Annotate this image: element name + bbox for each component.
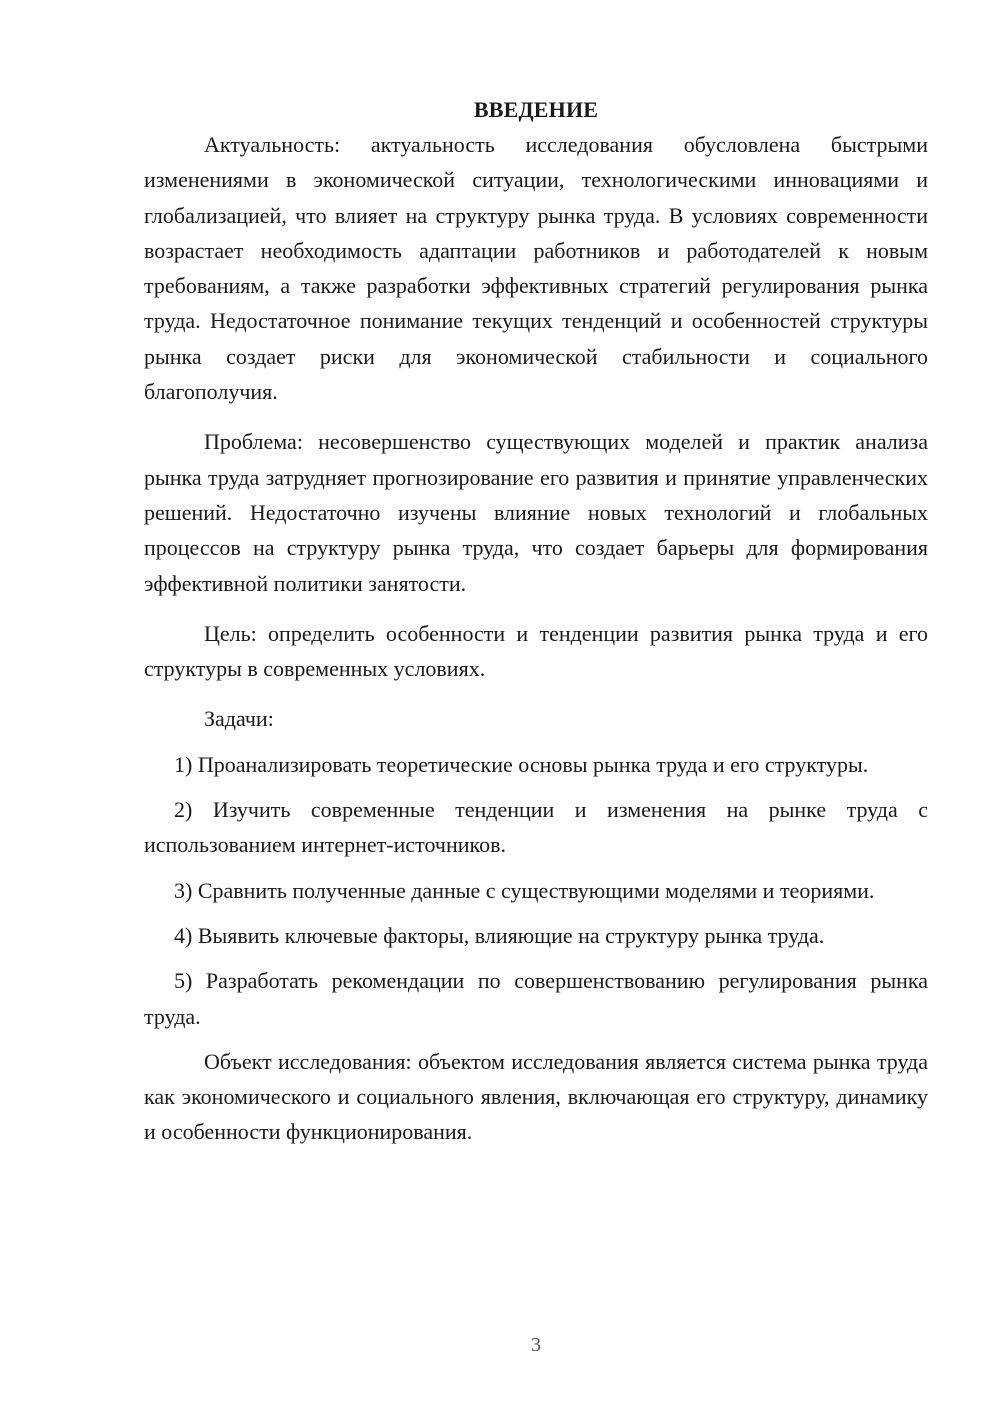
tasks-list — [144, 747, 928, 1034]
paragraph-object: Объект исследования: объектом исследования является система рынка труда как экономического и социального явления, включающая его структуру, динамику и особенности функционирования. — [144, 1048, 928, 1145]
paragraph-relevance: Актуальность: актуальность исследования обусловлена быстрыми изменениями в экономической ситуации, технологическими инновациями и глобализацией, что влияет на структуру рынка труда. В условиях современности возрастает необходимость адаптации работников и работодателей к новым требованиям, а также разработки эффективных стратегий регулирования рынка труда. Недостаточное понимание текущих тенденций и особенностей структуры рынка создает риски для экономической стабильности и социального благополучия. — [144, 132, 928, 405]
page-number: 3 — [531, 1334, 541, 1356]
paragraph-problem: Проблема: несовершенство существующих моделей и практик анализа рынка труда затрудняет прогнозирование его развития и принятие управленческих решений. Недостаточно изучены влияние новых технологий и глобальных процессов на структуру рынка труда, что создает барьеры для формирования эффективной политики занятости. — [144, 429, 928, 596]
paragraph-goal: Цель: определить особенности и тенденции развития рынка труда и его структуры в современных условиях. — [144, 620, 928, 682]
list-item: 3) Сравнить полученные данные с существующими моделями и теориями. — [174, 877, 875, 903]
list-item: 1) Проанализировать теоретические основы рынка труда и его структуры. — [174, 751, 869, 777]
list-item: 5) Разработать рекомендации по совершенствованию регулирования рынка труда. — [144, 968, 928, 1029]
document-title: ВВЕДЕНИЕ — [473, 97, 599, 122]
list-item: 2) Изучить современные тенденции и изменения на рынке труда с использованием интернет-источников. — [144, 797, 928, 858]
document-page — [144, 92, 928, 1165]
tasks-heading: Задачи: — [204, 706, 274, 732]
list-item: 4) Выявить ключевые факторы, влияющие на структуру рынка труда. — [174, 922, 825, 948]
